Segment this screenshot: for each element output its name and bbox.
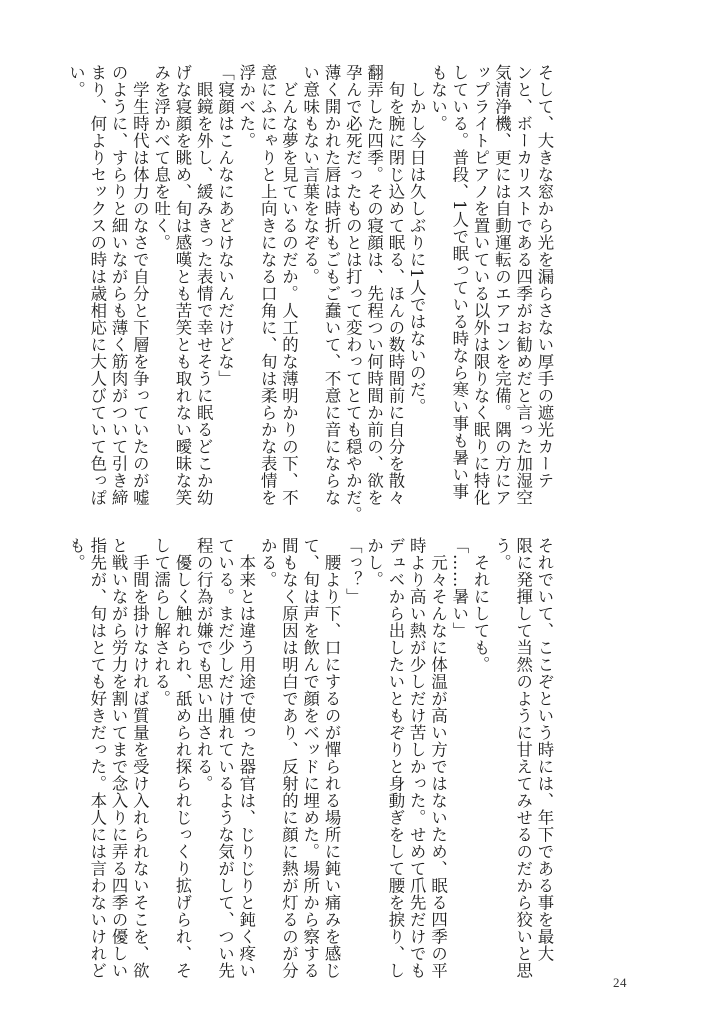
text-line: 浮かべた。 — [236, 64, 256, 149]
text-line: そして、大きな窓から光を漏らさない厚手の遮光カーテ — [535, 64, 554, 489]
text-block-top — [66, 64, 555, 523]
text-line: 「寝顔はこんなにあどけないんだけどな」 — [215, 64, 235, 387]
text-line: と戦いながら労力を割いてまで念入りに弄る四季の優しい — [109, 537, 129, 979]
text-line: 優しく触れられ、舐められ探られじっくり拡げられ、そ — [172, 537, 192, 979]
text-line: 「っ？」 — [343, 537, 363, 605]
text-line: い。 — [66, 64, 86, 98]
text-line: 眼鏡を外し、緩みきった表情で幸せそうに眠るどこか幼 — [194, 64, 214, 506]
text-line: それでいて、ここぞという時には、年下である事を最大 — [535, 537, 554, 962]
text-line: のように、すらりと細いながらも薄く筋肉がついて引き締 — [109, 64, 129, 506]
text-line: 薄く開かれた唇は時折もごもご蠢いて、不意に音にならな — [322, 64, 342, 506]
text-line: 気清浄機、更には自動運転のエアコンを完備。隅の方にア — [492, 64, 512, 506]
text-line: まり、何よりセックスの時は歳相応に大人びていて色っぽ — [87, 64, 107, 506]
page-number: 24 — [613, 975, 627, 990]
text-line: どんな夢を見ているのだか。人工的な薄明かりの下、不 — [279, 64, 299, 506]
text-line: 意にふにゃりと上向きになる口角に、旬は柔らかな表情を — [258, 64, 278, 506]
text-line: ップライトピアノを置いている以外は限りなく眠りに特化 — [471, 64, 491, 506]
text-line: ている。まだ少しだけ腫れているような気がして、つい先 — [215, 537, 235, 979]
text-line: 翻弄した四季。その寝顔は、先程つい何時間か前の、欲を — [364, 64, 384, 506]
text-line: も。 — [66, 537, 86, 571]
text-line: 孕んで必死だったものとは打って変わってとても穏やかだ。 — [343, 64, 363, 523]
text-line: 腰より下、口にするのが憚られる場所に鈍い痛みを感じ — [322, 537, 342, 979]
text-line: 元々そんなに体温が高い方ではないため、眠る四季の平 — [428, 537, 448, 979]
text-line: かし。 — [364, 537, 384, 588]
text-line: げな寝顔を眺め、旬は感嘆とも苦笑とも取れない曖昧な笑 — [172, 64, 192, 506]
text-line: みを浮かべて息を吐く。 — [151, 64, 171, 251]
text-line: 学生時代は体力のなさで自分と下層を争っていたのが嘘 — [130, 64, 150, 506]
text-line: 本来とは違う用途で使った器官は、じりじりと鈍く疼い — [236, 537, 256, 979]
text-line: かる。 — [258, 537, 278, 588]
text-line: て、旬は声を飲んで顔をベッドに埋めた。場所から察する — [300, 537, 320, 979]
text-line: 限に発揮して当然のように甘えてみせるのだから狡いと思 — [513, 537, 533, 979]
text-line: い意味もない言葉をなぞる。 — [300, 64, 320, 285]
text-line: 手間を掛けなければ質量を受け入れられないそこを、欲 — [130, 537, 150, 979]
text-line: それにしても。 — [471, 537, 491, 673]
text-line: しかし今日は久しぶりに1人ではないのだ。 — [407, 64, 427, 416]
text-line: 間もなく原因は明白であり、反射的に顔に熱が灯るのが分 — [279, 537, 299, 979]
text-line: 指先が、旬はとても好きだった。本人には言わないけれど — [87, 537, 107, 979]
text-line: 程の行為が嫌でも思い出される。 — [194, 537, 214, 792]
text-line: 「……暑い」 — [449, 537, 469, 639]
text-line: デュベから出したいともぞりと身動ぎをして腰を捩り、し — [385, 537, 405, 979]
text-line: 旬を腕に閉じ込めて眠る、ほんの数時間前に自分を散々 — [385, 64, 405, 506]
text-line: もない。 — [428, 64, 448, 132]
text-line: して濡らし解される。 — [151, 537, 171, 707]
text-line: している。普段、1人で眠っている時なら寒い事も暑い事 — [449, 64, 469, 501]
text-block-bottom — [66, 537, 555, 982]
text-line: う。 — [492, 537, 512, 571]
text-line: 時より高い熱が少しだけ苦しかった。せめて爪先だけでも — [407, 537, 427, 979]
text-line: ンと、ボーカリストである四季がお勧めだと言った加湿空 — [513, 64, 533, 506]
